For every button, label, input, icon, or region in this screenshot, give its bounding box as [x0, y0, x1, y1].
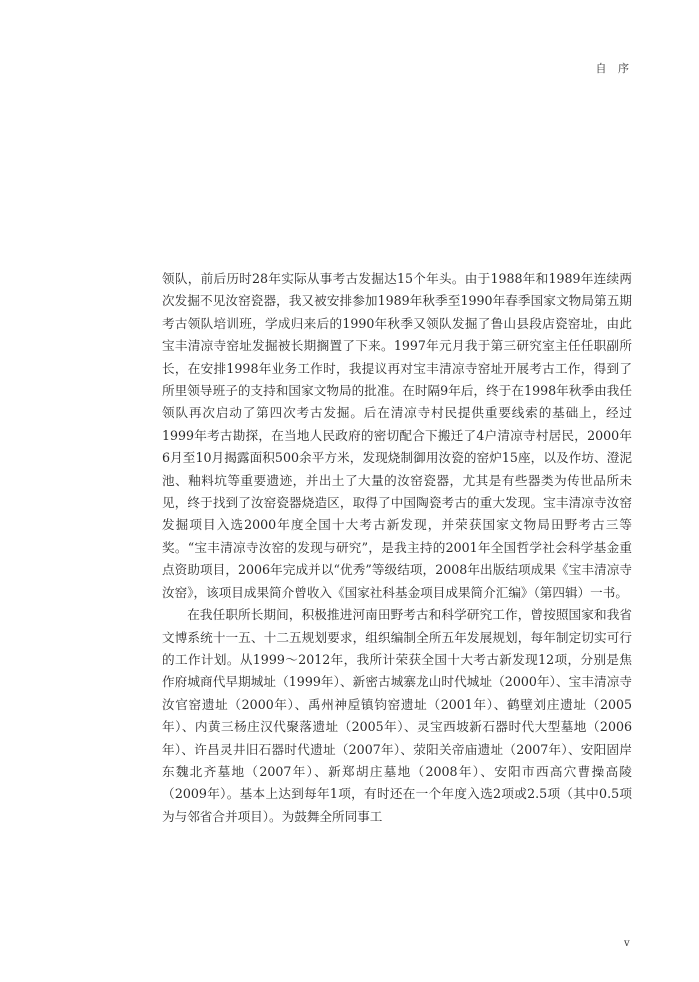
- paragraph: 在我任职所长期间，积极推进河南田野考古和科学研究工作，曾按照国家和我省文博系统十一五、十二五规划要求，组织编制全所五年发展规划，每年制定切实可行的工作计划。从1999～2012年，我所计荣获全国十大考古新发现12项，分别是焦作府城商代早期城址（1999年）、新密古城寨龙山时代城址（2000年）、宝丰清凉寺汝官窑遗址（2000年）、禹州神垕镇钧窑遗址（2001年）、鹤壁刘庄遗址（2005年）、内黄三杨庄汉代聚落遗址（2005年）、灵宝西坡新石器时代大型墓地（2006年）、许昌灵井旧石器时代遗址（2007年）、荥阳关帝庙遗址（2007年）、安阳固岸东魏北齐墓地（2007年）、新郑胡庄墓地（2008年）、安阳市西高穴曹操高陵（2009年）。基本上达到每年1项，有时还在一个年度入选2项或2.5项（其中0.5项为与邻省合并项目）。为鼓舞全所同事工: [162, 607, 632, 824]
- page-number: v: [624, 938, 630, 949]
- body-text: [162, 268, 632, 828]
- paragraph-continued: 领队，前后历时28年实际从事考古发掘达15个年头。由于1988年和1989年连续两次发掘不见汝窑瓷器，我又被安排参加1989年秋季至1990年春季国家文物局第五期考古领队培训班，学成归来后的1990年秋季又领队发掘了鲁山县段店瓷窑址，由此宝丰清凉寺窑址发掘被长期搁置了下来。1997年元月我于第三研究室主任任职副所长，在安排1998年业务工作时，我提议再对宝丰清凉寺窑址开展考古工作，得到了所里领导班子的支持和国家文物局的批准。在时隔9年后，终于在1998年秋季由我任领队再次启动了第四次考古发掘。后在清凉寺村民提供重要线索的基础上，经过1999年考古勘探，在当地人民政府的密切配合下搬迁了4户清凉寺村居民，2000年6月至10月揭露面积500余平方米，发现烧制御用汝瓷的窑炉15座，以及作坊、澄泥池、釉料坑等重要遗迹，并出土了大量的汝窑瓷器，尤其是有些器类为传世品所未见，终于找到了汝窑瓷器烧造区，取得了中国陶瓷考古的重大发现。宝丰清凉寺汝窑发掘项目入选2000年度全国十大考古新发现，并荣获国家文物局田野考古三等奖。“宝丰清凉寺汝窑的发现与研究”，是我主持的2001年全国哲学社会科学基金重点资助项目，2006年完成并以“优秀”等级结项，2008年出版结项成果《宝丰清凉寺汝窑》，该项目成果简介曾收入《国家社科基金项目成果简介汇编》（第四辑）一书。: [162, 271, 632, 600]
- running-header: 自 序: [595, 62, 633, 75]
